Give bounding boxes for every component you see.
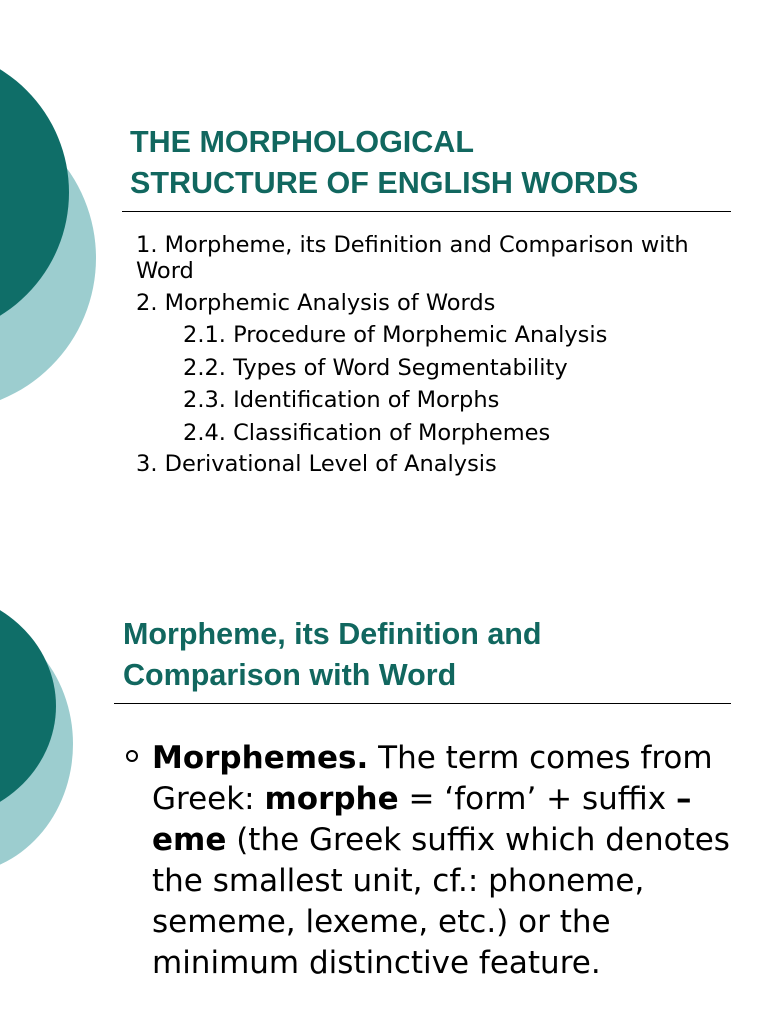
slide-2 [0, 560, 768, 1024]
slide-1-title-line1: THE MORPHOLOGICAL [130, 125, 474, 159]
slide-1-title [130, 122, 638, 204]
bullet-text: (the Greek suffix which denotes the smallest unit, cf.: phoneme, sememe, lexeme, etc.) or the minimum distinctive feature. [152, 822, 730, 981]
slide-1-title-line2: STRUCTURE OF ENGLISH WORDS [130, 166, 639, 200]
outline-item: 3. Derivational Level of Analysis [136, 451, 497, 477]
term-morphe: morphe [264, 781, 399, 817]
outline-subitem: 2.4. Classification of Morphemes [183, 419, 551, 446]
slide-2-title [123, 614, 542, 696]
slide-1-title-rule [122, 211, 731, 212]
slide-2-title-line1: Morpheme, its Definition and [123, 617, 542, 651]
bullet-text: = ‘form’ + suffix [398, 781, 676, 817]
bullet-circle-icon [126, 750, 138, 762]
term-morphemes: Morphemes. [152, 740, 369, 776]
definition-bullet [152, 738, 742, 984]
outline-list [136, 232, 736, 477]
slide-2-title-rule [114, 703, 731, 704]
bullet-text: The term comes from Greek: [152, 740, 713, 817]
outline-subitem: 2.2. Types of Word Segmentability [183, 354, 568, 381]
outline-item: 1. Morpheme, its Definition and Comparison with Word [136, 232, 689, 284]
slide-2-title-line2: Comparison with Word [123, 658, 457, 692]
outline-subitem: 2.1. Procedure of Morphemic Analysis [183, 322, 608, 348]
term-eme: –eme [152, 781, 692, 858]
outline-item: 2. Morphemic Analysis of Words [136, 289, 496, 316]
outline-subitem: 2.3. Identification of Morphs [183, 387, 500, 413]
